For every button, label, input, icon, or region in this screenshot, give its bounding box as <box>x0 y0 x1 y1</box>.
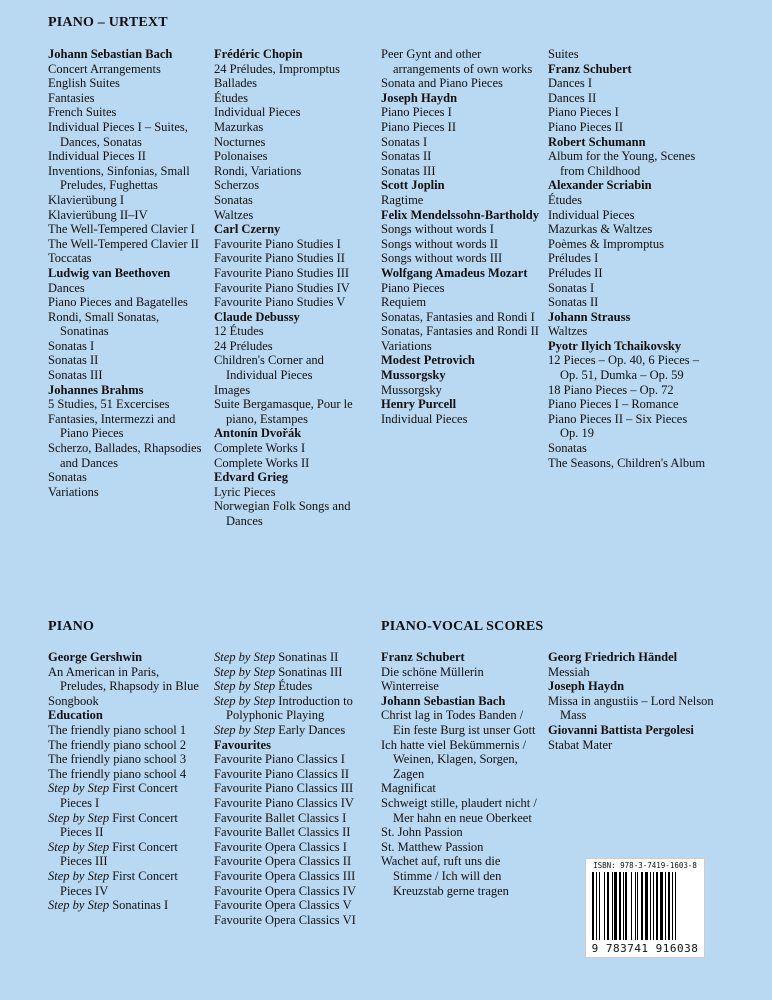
catalog-item: Songs without words I <box>381 222 494 237</box>
catalog-item: Sonatas, Fantasies and Rondi I <box>381 309 535 324</box>
catalog-item: Favourite Opera Classics VI <box>214 912 356 927</box>
catalog-item: Mazurkas <box>214 119 264 134</box>
catalog-item: Scherzo, Ballades, Rhapsodies and Dances <box>48 441 202 470</box>
composer-name: Robert Schumann <box>548 134 646 149</box>
composer-name: Johann Strauss <box>548 309 631 324</box>
catalog-item: Favourite Piano Studies II <box>214 251 345 266</box>
catalog-item: Variations <box>381 338 432 353</box>
composer-name: Johann Sebastian Bach <box>48 47 173 61</box>
catalog-item: Mussorgsky <box>381 382 442 397</box>
piano-column-1 <box>48 650 206 913</box>
vocal-heading: PIANO-VOCAL SCORES <box>381 619 544 634</box>
catalog-item: The Well-Tempered Clavier II <box>48 236 199 251</box>
catalog-item: The Seasons, Children's Album <box>548 455 706 470</box>
catalog-group <box>48 47 206 266</box>
catalog-item: Messiah <box>548 664 590 679</box>
catalog-group <box>381 266 541 354</box>
catalog-item: Favourite Piano Studies III <box>214 265 350 280</box>
catalog-item: Complete Works II <box>214 455 310 470</box>
catalog-item: Suites <box>548 47 579 61</box>
catalog-item: Step by Step First Concert Pieces II <box>48 810 178 840</box>
catalog-item: Lyric Pieces <box>214 484 276 499</box>
catalog-item: Images <box>214 382 251 397</box>
catalog-item: Rondi, Variations <box>214 163 302 178</box>
catalog-group <box>48 650 206 708</box>
composer-name: Giovanni Battista Pergolesi <box>548 722 694 737</box>
catalog-item: Suite Bergamasque, Pour le piano, Estampes <box>214 397 353 426</box>
catalog-item: The friendly piano school 3 <box>48 752 187 767</box>
catalog-group <box>548 339 708 470</box>
catalog-item: Piano Pieces and Bagatelles <box>48 295 188 310</box>
vocal-column-1 <box>381 650 541 898</box>
catalog-item: The friendly piano school 1 <box>48 722 187 737</box>
catalog-item: Poèmes & Impromptus <box>548 236 664 251</box>
catalog-item: Dances I <box>548 76 593 91</box>
catalog-item: Step by Step Early Dances <box>214 722 346 737</box>
composer-name: Joseph Haydn <box>548 679 625 694</box>
composer-name: Ludwig van Beethoven <box>48 265 171 280</box>
composer-name: Claude Debussy <box>214 309 300 324</box>
catalog-item: Step by Step First Concert Pieces I <box>48 781 178 810</box>
catalog-group <box>548 178 708 309</box>
composer-name: Frédéric Chopin <box>214 47 303 61</box>
composer-name: Favourites <box>214 737 271 752</box>
catalog-item: Variations <box>48 484 99 499</box>
catalog-item: Album for the Young, Scenes from Childhood <box>548 149 696 178</box>
catalog-group <box>381 694 541 898</box>
catalog-item: French Suites <box>48 105 117 120</box>
catalog-item: Piano Pieces II <box>548 119 623 134</box>
catalog-group <box>381 91 541 179</box>
composer-name: Antonín Dvořák <box>214 426 302 441</box>
catalog-item: Préludes I <box>548 251 599 266</box>
catalog-item: Dances II <box>548 90 597 105</box>
barcode-bars <box>592 872 698 940</box>
piano-heading: PIANO <box>48 619 95 634</box>
composer-name: Henry Purcell <box>381 397 457 412</box>
catalog-item: Favourite Piano Studies V <box>214 295 346 310</box>
catalog-group <box>548 310 708 339</box>
catalog-item: Songbook <box>48 693 99 708</box>
catalog-item: Favourite Piano Studies IV <box>214 280 350 295</box>
catalog-item: Step by Step Études <box>214 679 313 694</box>
urtext-heading: PIANO – URTEXT <box>48 15 168 30</box>
catalog-group <box>381 353 541 397</box>
catalog-group <box>381 397 541 426</box>
catalog-item: Mazurkas & Waltzes <box>548 222 653 237</box>
catalog-item: Individual Pieces I – Suites, Dances, Sonatas <box>48 119 188 149</box>
catalog-item: The friendly piano school 2 <box>48 737 187 752</box>
catalog-item: Sonatas II <box>548 295 599 310</box>
catalog-item: Stabat Mater <box>548 737 613 752</box>
composer-name: Carl Czerny <box>214 222 281 237</box>
catalog-item: Waltzes <box>548 324 588 339</box>
catalog-item: Sonatas III <box>48 368 103 383</box>
isbn-label: ISBN: 978-3-7419-1603-8 <box>593 861 697 870</box>
catalog-group <box>548 679 718 723</box>
catalog-item: Step by Step Sonatinas I <box>48 898 169 913</box>
barcode <box>585 858 705 958</box>
catalog-item: Sonatas I <box>381 134 428 149</box>
catalog-group <box>214 426 374 470</box>
catalog-group <box>381 178 541 207</box>
catalog-item: Piano Pieces II – Six Pieces Op. 19 <box>548 411 688 441</box>
catalog-item: Piano Pieces <box>381 280 445 295</box>
catalog-item: Polonaises <box>214 149 268 164</box>
catalog-item: Ballades <box>214 76 258 91</box>
catalog-item: Step by Step First Concert Pieces IV <box>48 868 178 898</box>
composer-name: Franz Schubert <box>381 650 465 664</box>
catalog-item: Favourite Opera Classics I <box>214 839 347 854</box>
catalog-item: Songs without words II <box>381 236 499 251</box>
catalog-item: Favourite Opera Classics II <box>214 854 352 869</box>
catalog-item: Ich hatte viel Bekümmernis / Weinen, Klagen, Sorgen, Zagen <box>381 737 527 781</box>
catalog-group <box>214 222 374 310</box>
catalog-group <box>381 208 541 266</box>
catalog-item: Fantasies, Intermezzi and Piano Pieces <box>48 411 176 441</box>
catalog-item: Songs without words III <box>381 251 503 266</box>
composer-name: Joseph Haydn <box>381 90 458 105</box>
catalog-item: St. Matthew Passion <box>381 839 484 854</box>
catalog-item: Individual Pieces <box>548 207 635 222</box>
catalog-item: Die schöne Müllerin <box>381 664 484 679</box>
catalog-item: Sonatas I <box>548 280 595 295</box>
composer-name: Felix Mendelssohn-Bartholdy <box>381 207 539 222</box>
composer-name: Johann Sebastian Bach <box>381 693 506 708</box>
catalog-item: 18 Piano Pieces – Op. 72 <box>548 382 674 397</box>
catalog-item: Favourite Piano Classics III <box>214 781 354 796</box>
urtext-column-4 <box>548 47 708 470</box>
catalog-item: Concert Arrangements <box>48 61 161 76</box>
catalog-item: Sonatas <box>214 192 253 207</box>
catalog-group <box>214 738 374 928</box>
catalog-item: The Well-Tempered Clavier I <box>48 222 195 237</box>
catalog-item: Piano Pieces I <box>381 105 452 120</box>
composer-name: Pyotr Ilyich Tchaikovsky <box>548 338 682 353</box>
catalog-item: Klavierübung I <box>48 192 125 207</box>
catalog-item: Favourite Piano Classics I <box>214 752 345 767</box>
catalog-item: 24 Préludes <box>214 338 273 353</box>
catalog-item: Complete Works I <box>214 441 306 456</box>
catalog-group <box>548 723 718 752</box>
catalog-item: Piano Pieces I <box>548 105 619 120</box>
catalog-item: Sonata and Piano Pieces <box>381 76 503 91</box>
catalog-item: Sonatas II <box>48 353 99 368</box>
piano-column-2 <box>214 650 374 927</box>
catalog-item: Favourite Piano Classics II <box>214 766 350 781</box>
vocal-column-2 <box>548 650 718 752</box>
catalog-item: Favourite Ballet Classics II <box>214 825 351 840</box>
catalog-item: Step by Step First Concert Pieces III <box>48 839 178 869</box>
catalog-item: Schweigt stille, plaudert nicht / Mer hahn en neue Oberkeet <box>381 795 537 825</box>
catalog-item: Favourite Opera Classics V <box>214 898 352 913</box>
catalog-item: Rondi, Small Sonatas, Sonatinas <box>48 309 160 339</box>
catalog-item: Sonatas II <box>381 149 432 164</box>
composer-name: Scott Joplin <box>381 178 445 193</box>
catalog-group <box>381 47 541 91</box>
catalog-item: 5 Studies, 51 Excercises <box>48 397 170 412</box>
barcode-number: 9 783741 916038 <box>591 942 699 955</box>
catalog-item: Missa in angustiis – Lord Nelson Mass <box>548 693 714 723</box>
catalog-item: St. John Passion <box>381 825 463 840</box>
catalog-item: Children's Corner and Individual Pieces <box>214 353 324 383</box>
composer-name: Edvard Grieg <box>214 470 288 485</box>
catalog-item: Études <box>214 90 249 105</box>
catalog-group <box>548 135 708 179</box>
catalog-item: Sonatas III <box>381 163 436 178</box>
catalog-item: Sonatas <box>48 470 87 485</box>
catalog-item: Inventions, Sinfonias, Small Preludes, Fughettas <box>48 163 190 193</box>
catalog-item: Favourite Opera Classics IV <box>214 883 356 898</box>
catalog-group <box>214 310 374 427</box>
catalog-item: Scherzos <box>214 178 260 193</box>
catalog-item: Sonatas I <box>48 338 95 353</box>
catalog-item: Favourite Piano Classics IV <box>214 795 354 810</box>
catalog-item: Step by Step Sonatinas III <box>214 664 343 679</box>
catalog-item: Sonatas, Fantasies and Rondi II <box>381 324 539 339</box>
catalog-item: Favourite Opera Classics III <box>214 868 356 883</box>
composer-name: Georg Friedrich Händel <box>548 650 678 664</box>
catalog-item: Dances <box>48 280 85 295</box>
catalog-group <box>214 650 374 738</box>
catalog-item: Études <box>548 192 583 207</box>
catalog-item: Wachet auf, ruft uns die Stimme / Ich will den Kreuzstab gerne tragen <box>381 854 509 898</box>
catalog-group <box>214 47 374 222</box>
urtext-column-1 <box>48 47 206 499</box>
catalog-item: Individual Pieces <box>214 105 301 120</box>
composer-name: George Gershwin <box>48 650 143 664</box>
catalog-item: Requiem <box>381 295 427 310</box>
catalog-item: Nocturnes <box>214 134 266 149</box>
catalog-item: Préludes II <box>548 265 603 280</box>
catalog-item: The friendly piano school 4 <box>48 766 187 781</box>
catalog-group <box>214 470 374 528</box>
catalog-item: Winterreise <box>381 679 439 694</box>
composer-name: Modest Petrovich Mussorgsky <box>381 353 475 383</box>
catalog-item: English Suites <box>48 76 120 91</box>
catalog-group <box>548 47 708 62</box>
catalog-item: 12 Pieces – Op. 40, 6 Pieces – Op. 51, Dumka – Op. 59 <box>548 353 700 383</box>
catalog-item: Sonatas <box>548 441 587 456</box>
catalog-item: Individual Pieces <box>381 411 468 426</box>
catalog-item: 24 Préludes, Impromptus <box>214 61 341 76</box>
catalog-item: Individual Pieces II <box>48 149 146 164</box>
urtext-column-3 <box>381 47 541 426</box>
composer-name: Education <box>48 708 103 723</box>
catalog-item: Piano Pieces I – Romance <box>548 397 679 412</box>
urtext-column-2 <box>214 47 374 529</box>
catalog-item: Klavierübung II–IV <box>48 207 148 222</box>
composer-name: Wolfgang Amadeus Mozart <box>381 265 528 280</box>
catalog-group <box>381 650 541 694</box>
composer-name: Alexander Scriabin <box>548 178 652 193</box>
catalog-item: Toccatas <box>48 251 92 266</box>
catalog-group <box>48 383 206 500</box>
catalog-item: Waltzes <box>214 207 254 222</box>
catalog-group <box>548 650 718 679</box>
catalog-item: Piano Pieces II <box>381 119 456 134</box>
catalog-item: Ragtime <box>381 192 424 207</box>
catalog-item: Christ lag in Todes Banden / Ein feste Burg ist unser Gott <box>381 708 536 737</box>
catalog-item: Norwegian Folk Songs and Dances <box>214 499 351 528</box>
catalog-item: An American in Paris, Preludes, Rhapsody in Blue <box>48 664 199 694</box>
catalog-group <box>48 266 206 383</box>
catalog-item: Step by Step Introduction to Polyphonic Playing <box>214 693 353 723</box>
catalog-item: Favourite Ballet Classics I <box>214 810 347 825</box>
catalog-item: 12 Études <box>214 324 264 339</box>
catalog-group <box>48 708 206 912</box>
composer-name: Johannes Brahms <box>48 382 144 397</box>
catalog-item: Fantasies <box>48 90 95 105</box>
catalog-item: Peer Gynt and other arrangements of own works <box>381 47 533 76</box>
composer-name: Franz Schubert <box>548 61 632 76</box>
catalog-group <box>548 62 708 135</box>
catalog-item: Step by Step Sonatinas II <box>214 650 339 664</box>
catalog-item: Favourite Piano Studies I <box>214 236 341 251</box>
catalog-item: Magnificat <box>381 781 436 796</box>
